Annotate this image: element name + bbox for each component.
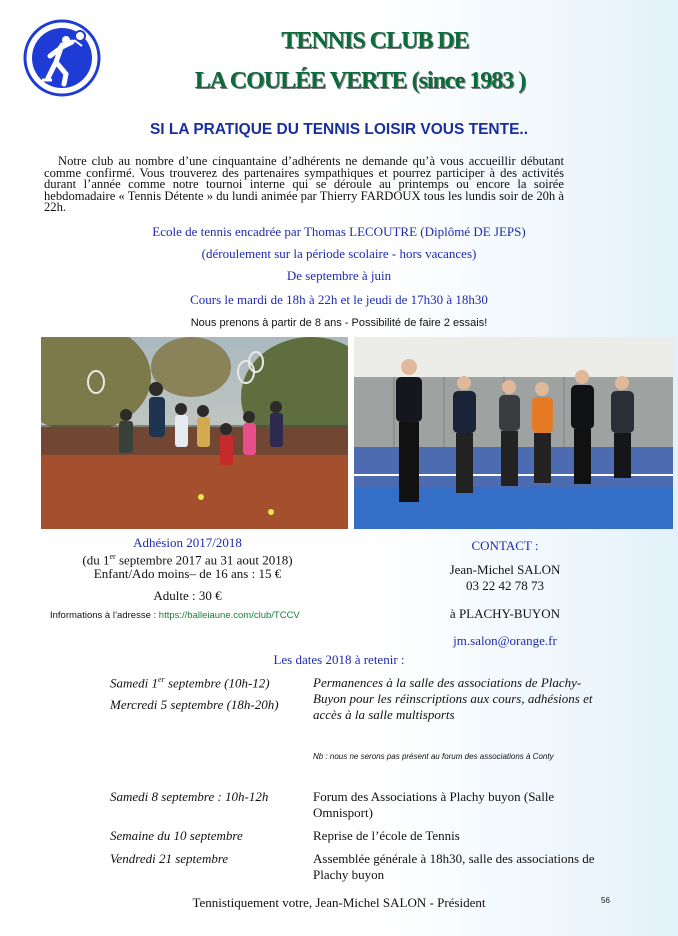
club-logo [22,18,102,98]
adults-group-photo [354,337,673,529]
date-1-sup: er [158,675,165,684]
date-3: Samedi 8 septembre : 10h-12h [110,789,269,804]
contact-email[interactable]: jm.salon@orange.fr [453,633,557,648]
adhesion-info [50,609,335,623]
adhesion-youth-price: Enfant/Ado moins– de 16 ans : 15 € [93,566,282,582]
contact-name: Jean-Michel SALON [449,562,561,577]
club-title-line2: LA COULÉE VERTE (since 1983 ) [194,68,526,94]
event-assemblee: Assemblée générale à 18h30, salle des associations de Plachy buyon [313,851,595,882]
adhesion-info-label: Informations à l’adresse : [50,610,159,622]
date-5: Vendredi 21 septembre [110,851,229,866]
adhesion-period [40,550,335,567]
event-reprise: Reprise de l’école de Tennis [313,828,460,843]
school-line-4: Cours le mardi de 18h à 22h et le jeudi de 17h30 à 18h30 [190,292,488,307]
adhesion-period-end: septembre 2017 au 31 aout 2018) [115,552,293,568]
contact-phone: 03 22 42 78 73 [466,578,544,593]
adhesion-adult-price: Adulte : 30 € [153,588,222,604]
school-line-5: Nous prenons à partir de 8 ans - Possibilité de faire 2 essais! [190,317,488,329]
date-2: Mercredi 5 septembre (18h-20h) [110,697,279,712]
date-1-start: Samedi 1 [110,675,159,691]
dates-title: Les dates 2018 à retenir : [273,652,405,667]
adhesion-title: Adhésion 2017/2018 [133,535,242,550]
page-headline: SI LA PRATIQUE DU TENNIS LOISIR VOUS TENTE.. [149,121,529,138]
club-title-line1: TENNIS CLUB DE [281,28,469,54]
tennis-player-logo-icon [22,18,102,98]
adhesion-info-link[interactable]: https://balleiaune.com/club/TCCV [158,610,300,622]
adhesion-period-sup: er [109,552,116,561]
signature: Tennistiquement votre, Jean-Michel SALON - Président [192,895,486,910]
date-1 [110,675,270,691]
date-4: Semaine du 10 septembre [110,828,243,843]
event-permanences: Permanences à la salle des associations de Plachy-Buyon pour les réinscriptions aux cours, adhésions et accès à la salle multisports [313,675,593,722]
page-number: 56 [601,896,610,905]
intro-text: Notre club au nombre d’une cinquantaine d’adhérents ne demande qu’à vous accueillir débutant comme confirmé. Vous trouverez des partenaires sympathiques et pourrez participer à des activités durant l’année comme notre tournoi interne qui se déroule au printemps ou encore la soirée hebdomadaire « Tennis Détente » du lundi animée par Thierry FARDOUX tous les lundis soir de 20h à 22h. [44,154,564,214]
contact-title: CONTACT : [471,538,539,553]
school-line-3: De septembre à juin [286,268,392,283]
kids-group-photo [41,337,348,529]
forum-note: Nb : nous ne serons pas présent au forum des associations à Conty [313,752,554,761]
school-line-2: (déroulement sur la période scolaire - hors vacances) [201,246,477,261]
school-line-1: Ecole de tennis encadrée par Thomas LECOUTRE (Diplômé DE JEPS) [152,224,526,239]
event-forum: Forum des Associations à Plachy buyon (Salle Omnisport) [313,789,555,820]
adhesion-block [40,536,335,623]
contact-block [355,538,655,649]
intro-paragraph [44,156,564,214]
adhesion-period-start: (du 1 [82,552,110,568]
date-1-end: septembre (10h-12) [164,675,270,691]
contact-city: à PLACHY-BUYON [449,606,561,621]
